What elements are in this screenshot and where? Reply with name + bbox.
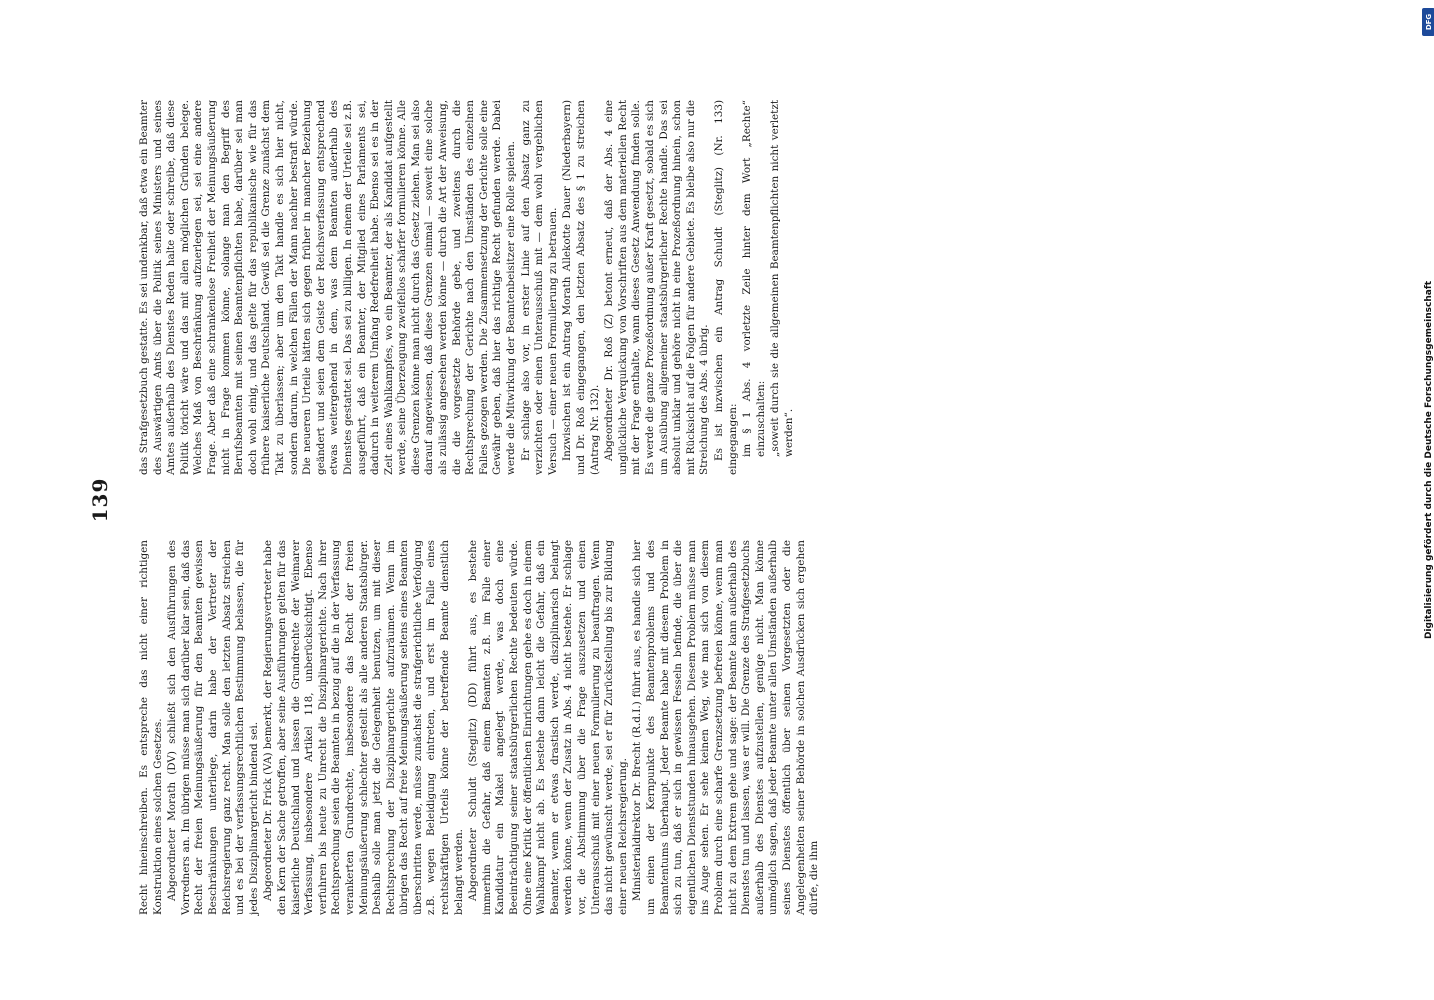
paragraph: Abgeordneter Schuldt (Steglitz) (DD) führt aus, es bestehe immerhin die Gefahr, daß einem Beamten z.B. im Falle einer Kandidatur ein Makel angelegt werde, was doch eine Beeinträchtigung seiner staatsbürgerlichen Rechte bedeuten würde. Ohne eine Kritik der öffentlichen Einrichtungen gehe es doch in einem Wahlkampf nicht ab. Es bestehe dann leicht die Gefahr, daß ein Beamter, wenn er etwas drastisch werde, disziplinarisch belangt werden könne, wenn der Zusatz in Abs. 4 nicht bestehe. Er schlage vor, die Abstimmung über die Frage auszusetzen und einen Unterausschuß mit einer neuen Formulierung zu beauftragen. Wenn das nicht gewünscht werde, sei er für Zurückstellung bis zur Bildung einer neuen Reichsregierung. [467,540,629,915]
paragraph: Abgeordneter Morath (DV) schließt sich den Ausführungen des Vorredners an. Im übrigen müsse man sich darüber klar sein, daß das Recht der freien Meinungsäußerung für den Beamten gewissen Beschränkungen unterliege, darin habe der Vertreter der Reichsregierung ganz recht. Man solle den letzten Absatz streichen und es bei der verfassungsrechtlichen Bestimmung belassen, die für jedes Disziplinargericht bindend sei. [166,540,260,915]
paragraph: das Strafgesetzbuch gestatte. Es sei undenkbar, daß etwa ein Beamter des Auswärtigen Amts über die Politik seines Ministers und seines Amtes außerhalb des Dienstes Reden halte oder schreibe, daß diese Politik töricht wäre und das mit allen möglichen Gründen belege. Welches Maß von Beschränkung aufzuerlegen sei, sei eine andere Frage. Aber daß eine schrankenlose Freiheit der Meinungsäußerung nicht in Frage kommen könne, solange man den Begriff des Berufsbeamten mit seinen Beamtenpflichten habe, darüber sei man doch wohl einig, und das gelte für das republikanische wie für das frühere kaiserliche Deutschland. Gewiß sei die Grenze zunächst dem Takt zu überlassen; aber um den Takt handle es sich hier nicht, sondern darum, in welchen Fällen der Mann nachher bestraft würde. Die neueren Urteile hätten sich gegen früher in mancher Beziehung geändert und seien dem Geiste der Reichsverfassung entsprechend etwas weitergehend in dem, was dem Beamten außerhalb des Dienstes gestattet sei. Das sei zu billigen. In einem der Urteile sei z.B. ausgeführt, daß ein Beamter, der Mitglied eines Parlaments sei, dadurch in weiterem Umfang Redefreiheit habe. Ebenso sei es in der Zeit eines Wahlkampfes, wo ein Beamter, der als Kandidat aufgestellt werde, seine Überzeugung zweifellos schärfer formulieren könne. Alle diese Grenzen könne man nicht durch das Gesetz ziehen. Man sei also darauf angewiesen, daß diese Grenzen einmal — soweit eine solche als zulässig angesehen werden könne — durch die Art der Anweisung, die die vorgesetzte Behörde gebe, und zweitens durch die Rechtsprechung der Gerichte nach den Umständen des einzelnen Falles gezogen werden. Die Zusammensetzung der Gerichte solle eine Gewähr geben, daß hier das richtige Recht gefunden werde. Dabei werde die Mitwirkung der Beamtenbeisitzer eine Rolle spielen. [138,100,518,475]
funding-notice: Digitalisierung gefördert durch die Deutsche Forschungsgemeinschaft [1424,280,1434,640]
paragraph: Abgeordneter Dr. Roß (Z) betont erneut, daß der Abs. 4 eine unglückliche Verquickung von Vorschriften aus dem materiellen Recht mit der Frage enthalte, wann dieses Gesetz Anwendung finden solle. Es werde die ganze Prozeßordnung außer Kraft gesetzt, sobald es sich um Ausübung allgemeiner staatsbürgerlicher Rechte handle. Das sei absolut unklar und gehöre nicht in eine Prozeßordnung hinein, schon mit Rücksicht auf die Folgen für andere Gebiete. Es bleibe also nur die Streichung des Abs. 4 übrig. [603,100,711,475]
quote-paragraph: „soweit durch sie die allgemeinen Beamtenpflichten nicht verletzt werden“. [769,100,795,457]
paragraph: Recht hineinschreiben. Es entspreche das nicht einer richtigen Konstruktion eines solchen Gesetzes. [138,540,164,915]
paragraph: Ministerialdirektor Dr. Brecht (R.d.I.) führt aus, es handle sich hier um einen der Kernpunkte des Beamtenproblems und des Beamtentums überhaupt. Jeder Beamte habe mit diesem Problem in sich zu tun, daß er sich in gewissen Fesseln befinde, die über die eigentlichen Dienststunden hinausgehen. Diesem Problem müsse man ins Auge sehen. Er sehe keinen Weg, wie man sich von diesem Problem durch eine scharfe Grenzsetzung befreien könne, wenn man nicht zu dem Extrem gehe und sage: der Beamte kann außerhalb des Dienstes tun und lassen, was er will. Die Grenze des Strafgesetzbuchs außerhalb des Dienstes aufzustellen, genüge nicht. Man könne unmöglich sagen, daß jeder Beamte unter allen Umständen außerhalb seines Dienstes öffentlich über seinen Vorgesetzten oder die Angelegenheiten seiner Behörde in solchen Ausdrücken sich ergehen dürfe, die ihm [631,540,821,915]
dfg-logo: DFG [1422,8,1434,36]
right-column [138,100,1268,475]
quote-paragraph: im § 1 Abs. 4 vorletzte Zeile hinter dem Wort „Rechte“ einzuschalten: [741,100,767,457]
left-column [138,540,1268,915]
paragraph: Er schlage also vor, in erster Linie auf den Absatz ganz zu verzichten oder einen Unterausschuß mit — dem wohl vergeblichen Versuch — einer neuen Formulierung zu betrauen. [519,100,559,475]
paragraph: Inzwischen ist ein Antrag Morath Allekotte Dauer (Niederbayern) und Dr. Roß eingegangen, den letzten Absatz des § 1 zu streichen (Antrag Nr. 132). [561,100,601,475]
paragraph: Abgeordneter Dr. Frick (VA) bemerkt, der Regierungsvertreter habe den Kern der Sache getroffen, aber seine Ausführungen gelten für das kaiserliche Deutschland und lassen die Grundrechte der Weimarer Verfassung, insbesondere Artikel 118, unberücksichtigt. Ebenso verfuhren bis heute zu Unrecht die Disziplinargerichte. Nach ihrer Rechtsprechung seien die Beamten in bezug auf die in der Verfassung verankerten Grundrechte, insbesondere das Recht der freien Meinungsäußerung schlechter gestellt als alle anderen Staatsbürger. Deshalb solle man jetzt die Gelegenheit benutzen, um mit dieser Rechtsprechung der Disziplinargerichte aufzuräumen. Wenn im übrigen das Recht auf freie Meinungsäußerung seitens eines Beamten überschritten werde, müsse zunächst die strafgerichtliche Verfolgung z.B. wegen Beleidigung eintreten, und erst im Falle eines rechtskräftigen Urteils könne der betreffende Beamte dienstlich belangt werden. [262,540,465,915]
page-number: 139 [88,477,112,523]
paragraph: Es ist inzwischen ein Antrag Schuldt (Steglitz) (Nr. 133) eingegangen: [712,100,739,475]
